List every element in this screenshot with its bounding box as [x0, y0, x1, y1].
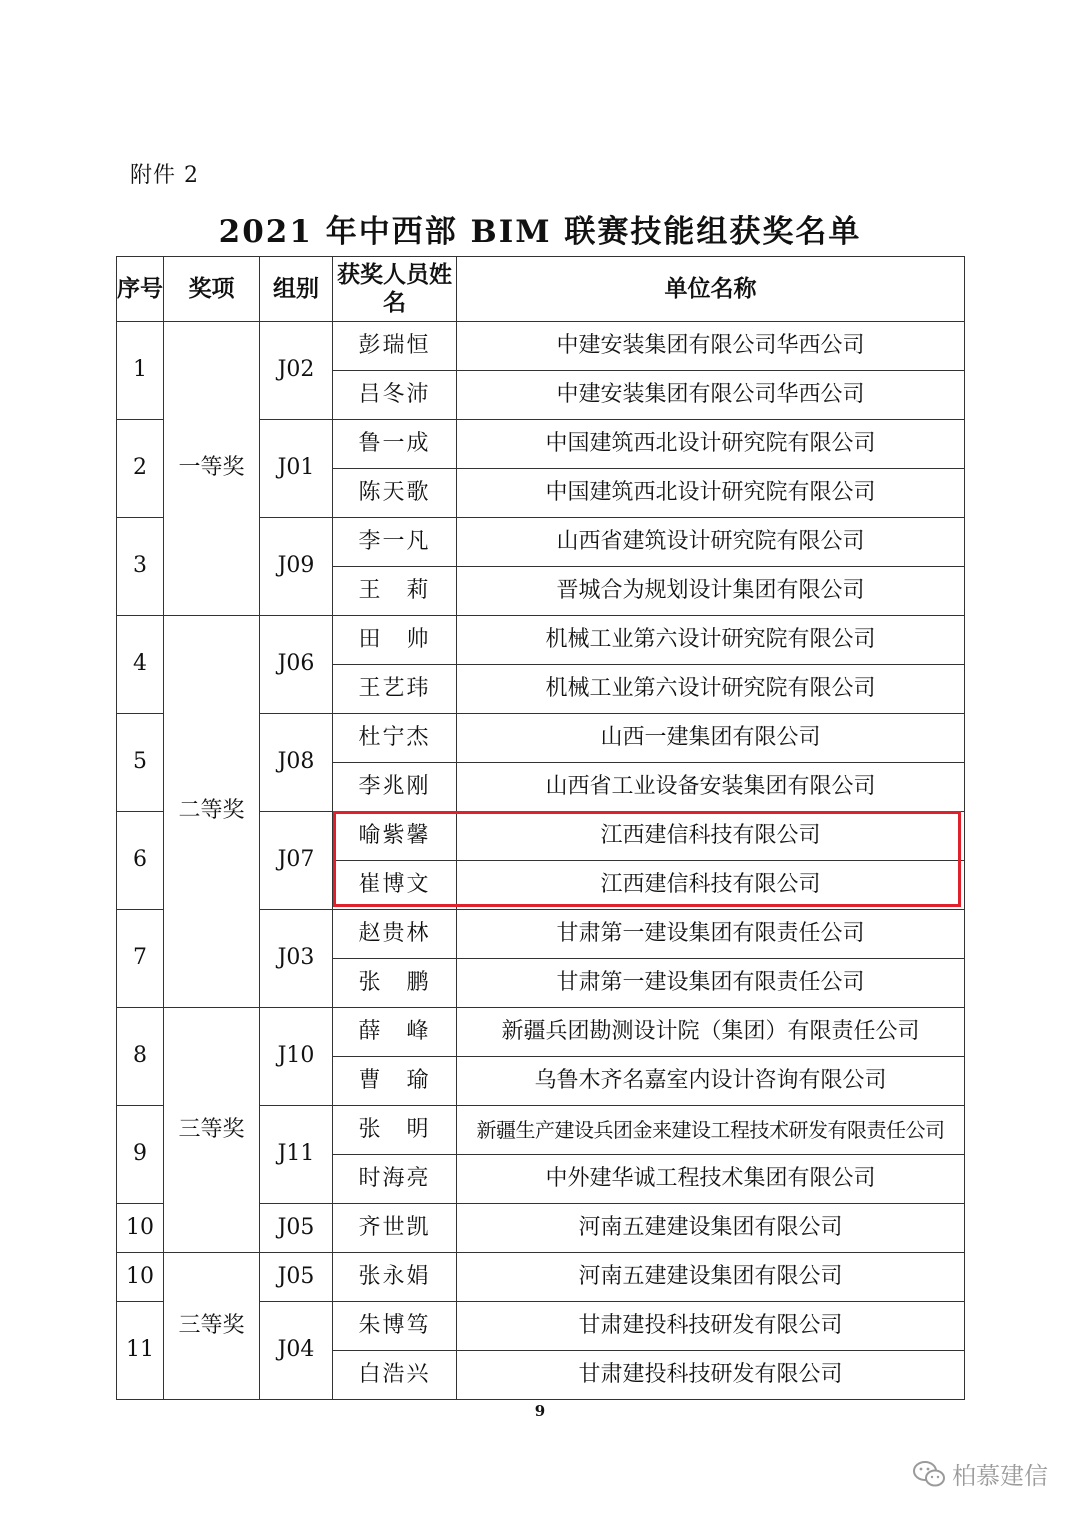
cell-index: 1: [117, 322, 164, 420]
cell-unit: 中国建筑西北设计研究院有限公司: [457, 469, 965, 518]
cell-group: J05: [260, 1204, 333, 1253]
cell-group: J10: [260, 1008, 333, 1106]
cell-name: 薛 峰: [333, 1008, 457, 1057]
cell-index: 3: [117, 518, 164, 616]
cell-name: 王艺玮: [333, 665, 457, 714]
cell-name: 赵贵林: [333, 910, 457, 959]
cell-unit: 甘肃建投科技研发有限公司: [457, 1351, 965, 1400]
cell-group: J07: [260, 812, 333, 910]
cell-name: 吕冬沛: [333, 371, 457, 420]
attachment-label: 附件 2: [130, 163, 199, 188]
cell-unit: 河南五建建设集团有限公司: [457, 1253, 965, 1302]
page-number: 9: [534, 1402, 546, 1420]
cell-name: 陈天歌: [333, 469, 457, 518]
cell-index: 5: [117, 714, 164, 812]
cell-group: J09: [260, 518, 333, 616]
cell-unit: 山西省工业设备安装集团有限公司: [457, 763, 965, 812]
cell-unit: 中国建筑西北设计研究院有限公司: [457, 420, 965, 469]
cell-name: 田 帅: [333, 616, 457, 665]
cell-unit: 乌鲁木齐名嘉室内设计咨询有限公司: [457, 1057, 965, 1106]
watermark: [912, 1456, 1048, 1491]
cell-name: 杜宁杰: [333, 714, 457, 763]
table-row: [117, 1008, 965, 1057]
wechat-icon: [912, 1460, 946, 1488]
cell-name: 白浩兴: [333, 1351, 457, 1400]
cell-group: J05: [260, 1253, 333, 1302]
cell-name: 时海亮: [333, 1155, 457, 1204]
cell-unit: 甘肃第一建设集团有限责任公司: [457, 959, 965, 1008]
cell-name: 李一凡: [333, 518, 457, 567]
cell-award: 二等奖: [164, 616, 260, 1008]
header-award: 奖项: [164, 257, 260, 322]
cell-unit: 新疆兵团勘测设计院（集团）有限责任公司: [457, 1008, 965, 1057]
cell-index: 9: [117, 1106, 164, 1204]
cell-unit: 机械工业第六设计研究院有限公司: [457, 616, 965, 665]
table-header-row: [117, 257, 965, 322]
cell-award: 三等奖: [164, 1008, 260, 1253]
cell-index: 6: [117, 812, 164, 910]
cell-group: J02: [260, 322, 333, 420]
cell-name: 张永娟: [333, 1253, 457, 1302]
awards-table: [116, 256, 965, 1400]
cell-index: 8: [117, 1008, 164, 1106]
cell-name: 张 鹏: [333, 959, 457, 1008]
cell-name: 鲁一成: [333, 420, 457, 469]
cell-unit: 江西建信科技有限公司: [457, 812, 965, 861]
cell-index: 2: [117, 420, 164, 518]
cell-unit: 晋城合为规划设计集团有限公司: [457, 567, 965, 616]
cell-unit: 山西一建集团有限公司: [457, 714, 965, 763]
cell-group: J08: [260, 714, 333, 812]
cell-index: 10: [117, 1204, 164, 1253]
cell-unit: 河南五建建设集团有限公司: [457, 1204, 965, 1253]
header-unit: 单位名称: [457, 257, 965, 322]
cell-name: 曹 瑜: [333, 1057, 457, 1106]
cell-unit: 山西省建筑设计研究院有限公司: [457, 518, 965, 567]
cell-group: J06: [260, 616, 333, 714]
watermark-text: 柏慕建信: [952, 1462, 1048, 1490]
cell-unit: 甘肃建投科技研发有限公司: [457, 1302, 965, 1351]
cell-group: J01: [260, 420, 333, 518]
cell-unit: 新疆生产建设兵团金来建设工程技术研发有限责任公司: [457, 1106, 965, 1155]
cell-unit: 机械工业第六设计研究院有限公司: [457, 665, 965, 714]
table-row: [117, 616, 965, 665]
table-row: [117, 322, 965, 371]
cell-group: J03: [260, 910, 333, 1008]
cell-group: J04: [260, 1302, 333, 1400]
header-winner: 获奖人员姓名: [333, 257, 457, 322]
cell-group: J11: [260, 1106, 333, 1204]
cell-name: 喻紫馨: [333, 812, 457, 861]
cell-name: 齐世凯: [333, 1204, 457, 1253]
page-title: 2021 年中西部 BIM 联赛技能组获奖名单: [218, 214, 862, 250]
cell-name: 崔博文: [333, 861, 457, 910]
cell-unit: 甘肃第一建设集团有限责任公司: [457, 910, 965, 959]
cell-name: 彭瑞恒: [333, 322, 457, 371]
cell-unit: 中建安装集团有限公司华西公司: [457, 322, 965, 371]
header-group: 组别: [260, 257, 333, 322]
cell-index: 4: [117, 616, 164, 714]
cell-award: 三等奖: [164, 1253, 260, 1400]
cell-index: 11: [117, 1302, 164, 1400]
table-row: [117, 1253, 965, 1302]
cell-index: 7: [117, 910, 164, 1008]
cell-unit: 中建安装集团有限公司华西公司: [457, 371, 965, 420]
cell-unit: 中外建华诚工程技术集团有限公司: [457, 1155, 965, 1204]
header-index: 序号: [117, 257, 164, 322]
cell-name: 李兆刚: [333, 763, 457, 812]
cell-name: 王 莉: [333, 567, 457, 616]
cell-index: 10: [117, 1253, 164, 1302]
cell-unit: 江西建信科技有限公司: [457, 861, 965, 910]
cell-award: 一等奖: [164, 322, 260, 616]
cell-name: 朱博笃: [333, 1302, 457, 1351]
cell-name: 张 明: [333, 1106, 457, 1155]
